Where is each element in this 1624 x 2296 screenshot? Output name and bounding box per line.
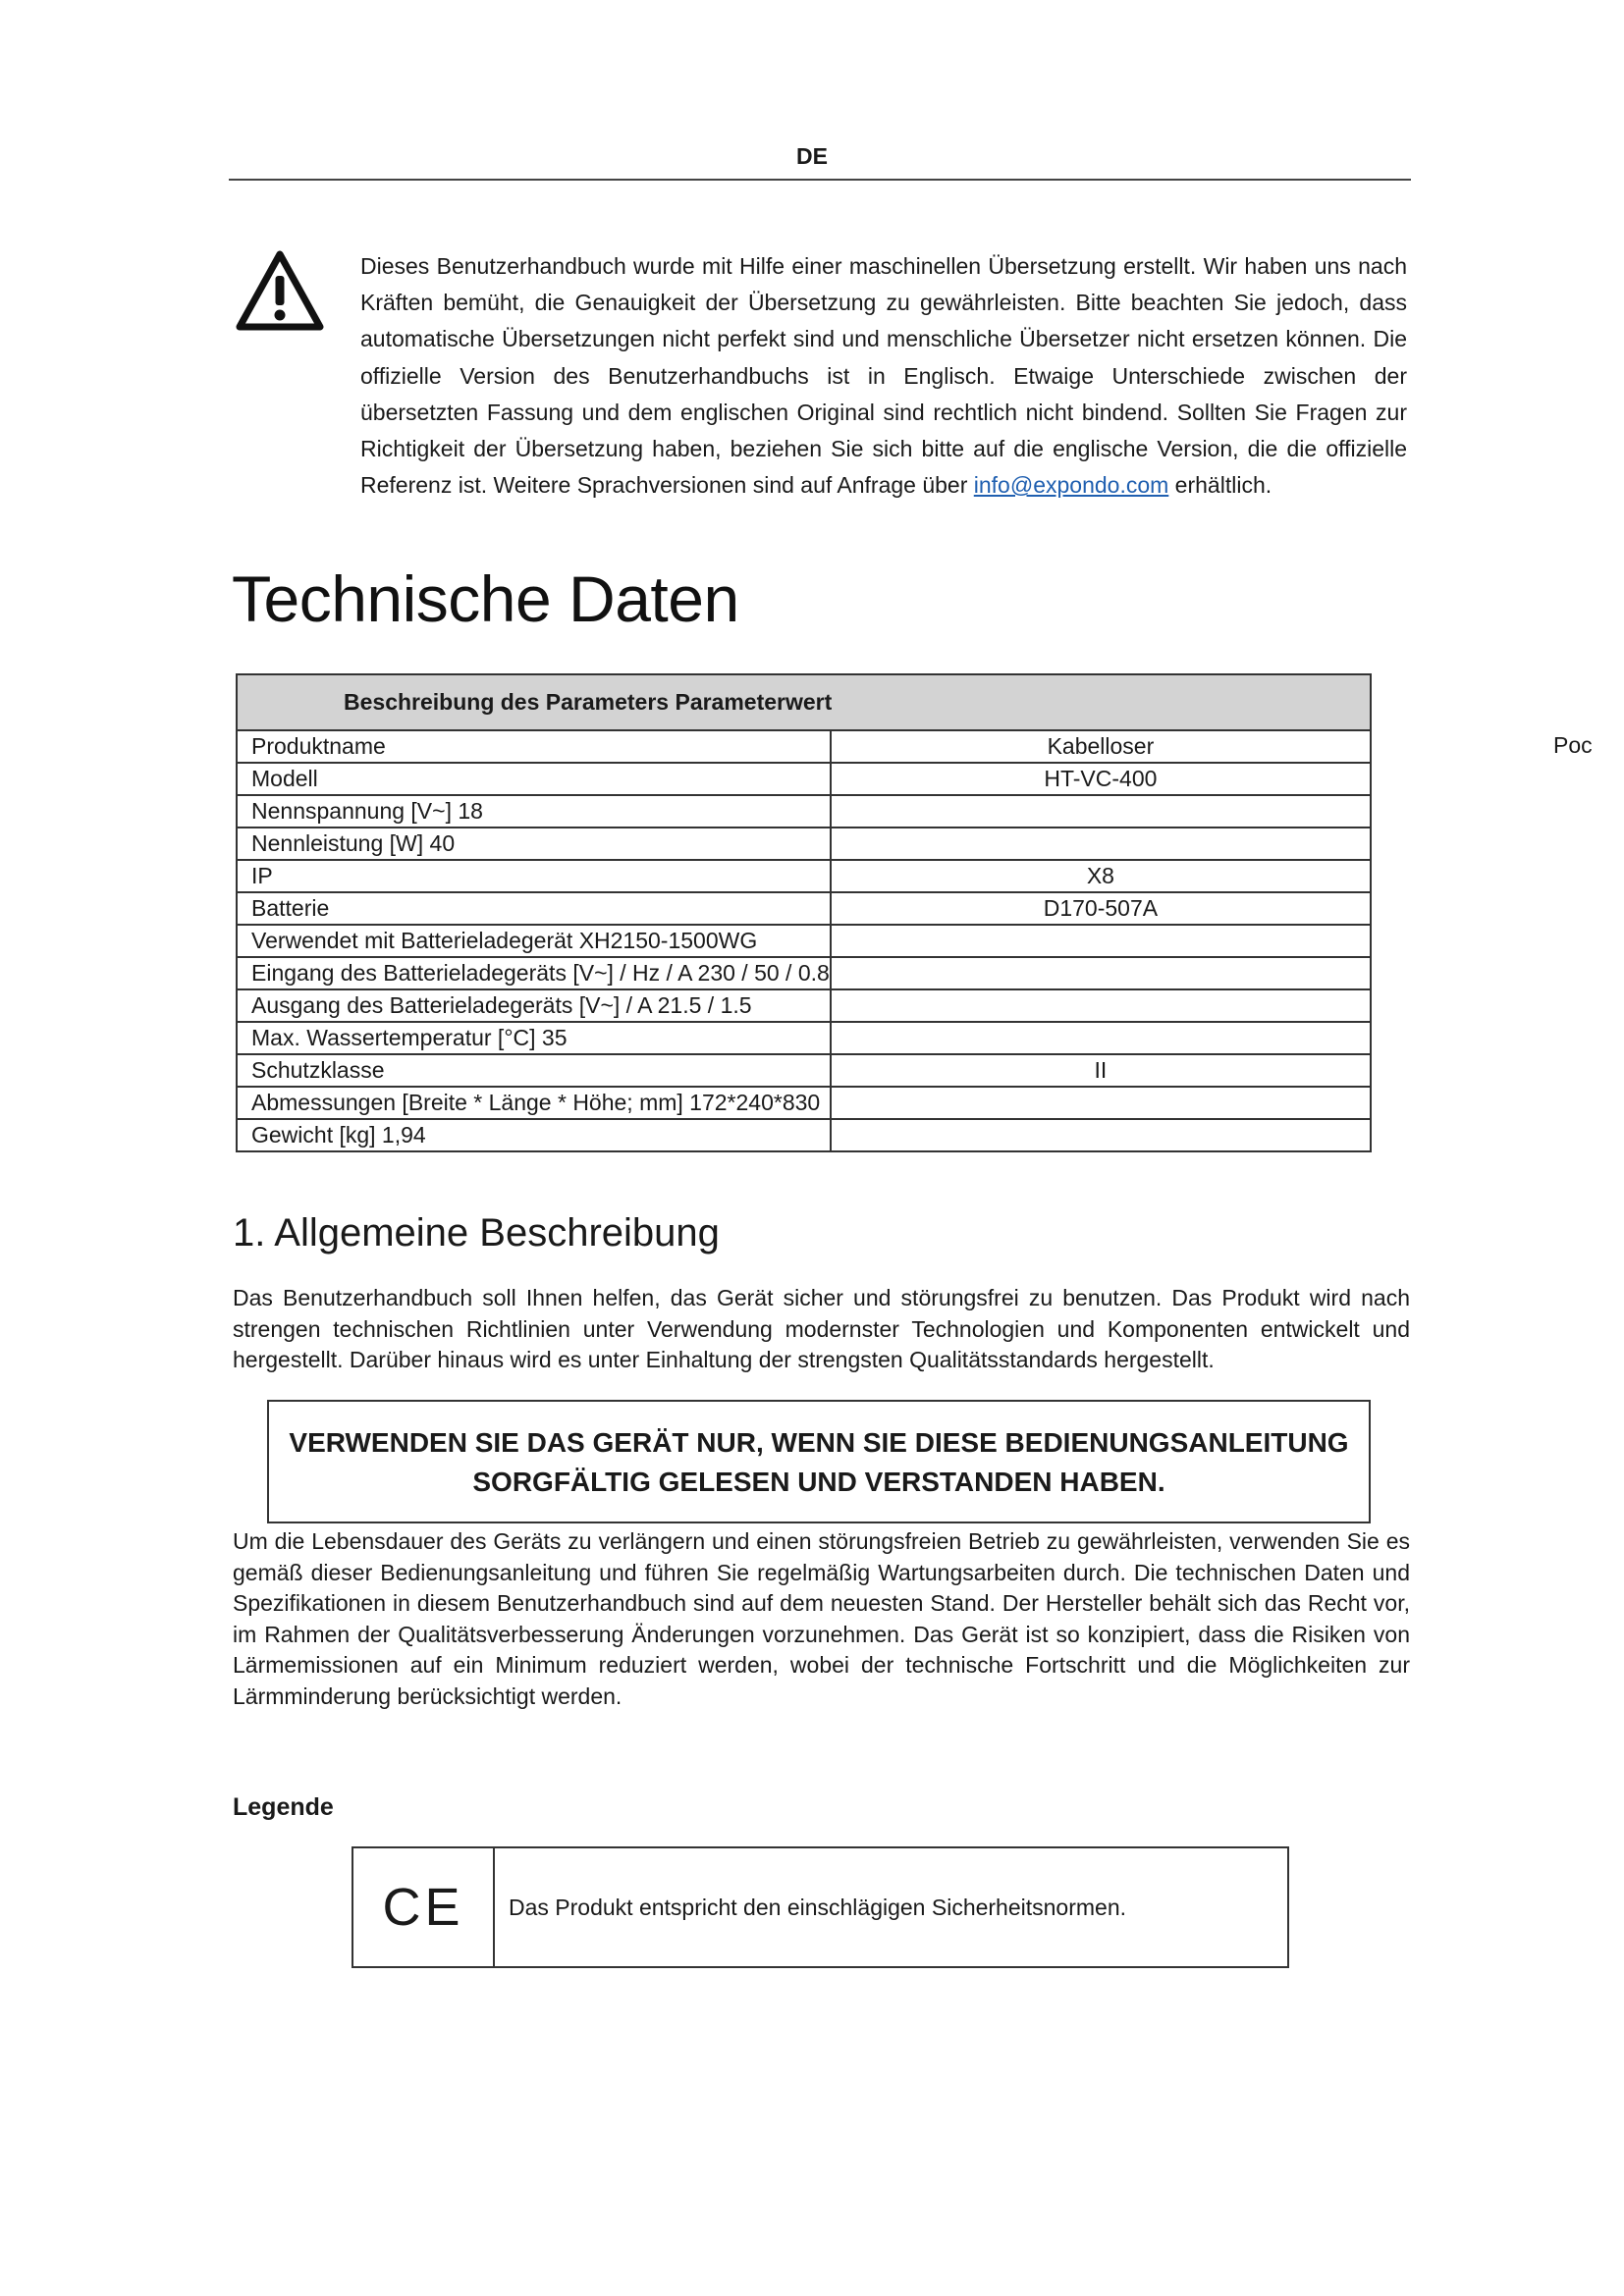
parameter-name-cell: Eingang des Batterieladegeräts [V~] / Hz / A 230 / 50 / 0.8 bbox=[237, 957, 831, 989]
parameter-value-cell bbox=[831, 1087, 1371, 1119]
parameter-value-cell: D170-507A bbox=[831, 892, 1371, 925]
table-row bbox=[237, 1022, 1371, 1054]
callout-line-2: SORGFÄLTIG GELESEN UND VERSTANDEN HABEN. bbox=[472, 1467, 1165, 1497]
parameter-value-cell bbox=[831, 1119, 1371, 1151]
table-row bbox=[237, 828, 1371, 860]
parameter-name-cell: Verwendet mit Batterieladegerät XH2150-1500WG bbox=[237, 925, 831, 957]
legend-table bbox=[352, 1846, 1289, 1968]
legend-description: Das Produkt entspricht den einschlägigen Sicherheitsnormen. bbox=[494, 1847, 1288, 1967]
parameter-name-cell: Ausgang des Batterieladegeräts [V~] / A 21.5 / 1.5 bbox=[237, 989, 831, 1022]
table-header-cell: Beschreibung des Parameters Parameterwert bbox=[237, 674, 1371, 730]
parameter-name-cell: Abmessungen [Breite * Länge * Höhe; mm] 172*240*830 bbox=[237, 1087, 831, 1119]
parameter-value-cell bbox=[831, 795, 1371, 828]
parameter-value-cell bbox=[831, 1022, 1371, 1054]
general-description-title: 1. Allgemeine Beschreibung bbox=[233, 1211, 720, 1255]
table-row bbox=[237, 892, 1371, 925]
parameter-name-cell: Gewicht [kg] 1,94 bbox=[237, 1119, 831, 1151]
header-divider bbox=[229, 179, 1411, 181]
table-body bbox=[237, 730, 1371, 1151]
parameter-name-cell: Batterie bbox=[237, 892, 831, 925]
notice-suffix: erhältlich. bbox=[1168, 472, 1272, 499]
table-row bbox=[237, 763, 1371, 795]
notice-text: Dieses Benutzerhandbuch wurde mit Hilfe einer maschinellen Übersetzung erstellt. Wir haben uns nach Kräften bemüht, die Genauigkeit der Übersetzung zu gewährleisten. Bitte beachten Sie jedoch, dass automatische Übersetzungen nicht perfekt sind und menschliche Übersetzer nicht ersetzen können. Die offizielle Version des Benutzerhandbuchs ist in Englisch. Etwaige Unterschiede zwischen der übersetzten Fassung und dem englischen Original sind rechtlich nicht bindend. Sollten Sie Fragen zur Richtigkeit der Übersetzung haben, beziehen Sie sich bitte auf die englische Version, die die offizielle Referenz ist. Weitere Sprachversionen sind auf Anfrage über bbox=[360, 253, 1407, 499]
table-row bbox=[237, 795, 1371, 828]
technical-data-table bbox=[236, 673, 1372, 1152]
legend-title: Legende bbox=[233, 1793, 334, 1821]
warning-triangle-icon bbox=[236, 250, 324, 331]
maintenance-paragraph: Um die Lebensdauer des Geräts zu verlängern und einen störungsfreien Betrieb zu gewährleisten, verwenden Sie es gemäß dieser Bedienungsanleitung und führen Sie regelmäßig Wartungsarbeiten durch. Die technischen Daten und Spezifikationen in diesem Benutzerhandbuch sind auf dem neuesten Stand. Der Hersteller behält sich das Recht vor, im Rahmen der Qualitätsverbesserung Änderungen vorzunehmen. Das Gerät ist so konzipiert, dass die Risiken von Lärmemissionen auf ein Minimum reduziert werden, wobei der technische Fortschritt und die Möglichkeiten zur Lärmminderung berücksichtigt werden. bbox=[233, 1528, 1410, 1709]
legend-row bbox=[352, 1847, 1288, 1967]
table-row bbox=[237, 730, 1371, 763]
parameter-value-cell bbox=[831, 828, 1371, 860]
parameter-name-cell: Max. Wassertemperatur [°C] 35 bbox=[237, 1022, 831, 1054]
parameter-value-cell: HT-VC-400 bbox=[831, 763, 1371, 795]
table-row bbox=[237, 925, 1371, 957]
callout-line-1: VERWENDEN SIE DAS GERÄT NUR, WENN SIE DIESE BEDIENUNGSANLEITUNG bbox=[289, 1427, 1349, 1458]
parameter-name-cell: IP bbox=[237, 860, 831, 892]
table-row bbox=[237, 1054, 1371, 1087]
table-row bbox=[237, 1119, 1371, 1151]
table-header-row bbox=[237, 674, 1371, 730]
parameter-name-cell: Modell bbox=[237, 763, 831, 795]
usage-warning-callout bbox=[267, 1400, 1371, 1523]
parameter-name-cell: Nennleistung [W] 40 bbox=[237, 828, 831, 860]
table-row bbox=[237, 1087, 1371, 1119]
parameter-value-cell: X8 bbox=[831, 860, 1371, 892]
parameter-value-cell bbox=[831, 957, 1371, 989]
table-row bbox=[237, 860, 1371, 892]
parameter-name-cell: Nennspannung [V~] 18 bbox=[237, 795, 831, 828]
parameter-value-cell bbox=[831, 989, 1371, 1022]
parameter-value-cell: Kabelloser bbox=[831, 730, 1371, 763]
technical-data-title: Technische Daten bbox=[232, 562, 739, 635]
table-row bbox=[237, 957, 1371, 989]
general-description-paragraph: Das Benutzerhandbuch soll Ihnen helfen, das Gerät sicher und störungsfrei zu benutzen. Das Produkt wird nach strengen technischen Richtlinien unter Verwendung modernster Technologien und Komponenten entwickelt und hergestellt. Darüber hinaus wird es unter Einhaltung der strengsten Qualitätsstandards hergestellt. bbox=[233, 1285, 1410, 1372]
header-language-label: DE bbox=[796, 143, 828, 169]
translation-notice bbox=[360, 248, 1407, 504]
parameter-value-cell: II bbox=[831, 1054, 1371, 1087]
parameter-name-cell: Schutzklasse bbox=[237, 1054, 831, 1087]
table-row bbox=[237, 989, 1371, 1022]
clipped-side-text: Poc bbox=[1553, 732, 1593, 758]
contact-email-link[interactable]: info@expondo.com bbox=[973, 472, 1169, 499]
parameter-value-cell bbox=[831, 925, 1371, 957]
parameter-name-cell: Produktname bbox=[237, 730, 831, 763]
ce-mark-icon: CE bbox=[352, 1847, 494, 1967]
